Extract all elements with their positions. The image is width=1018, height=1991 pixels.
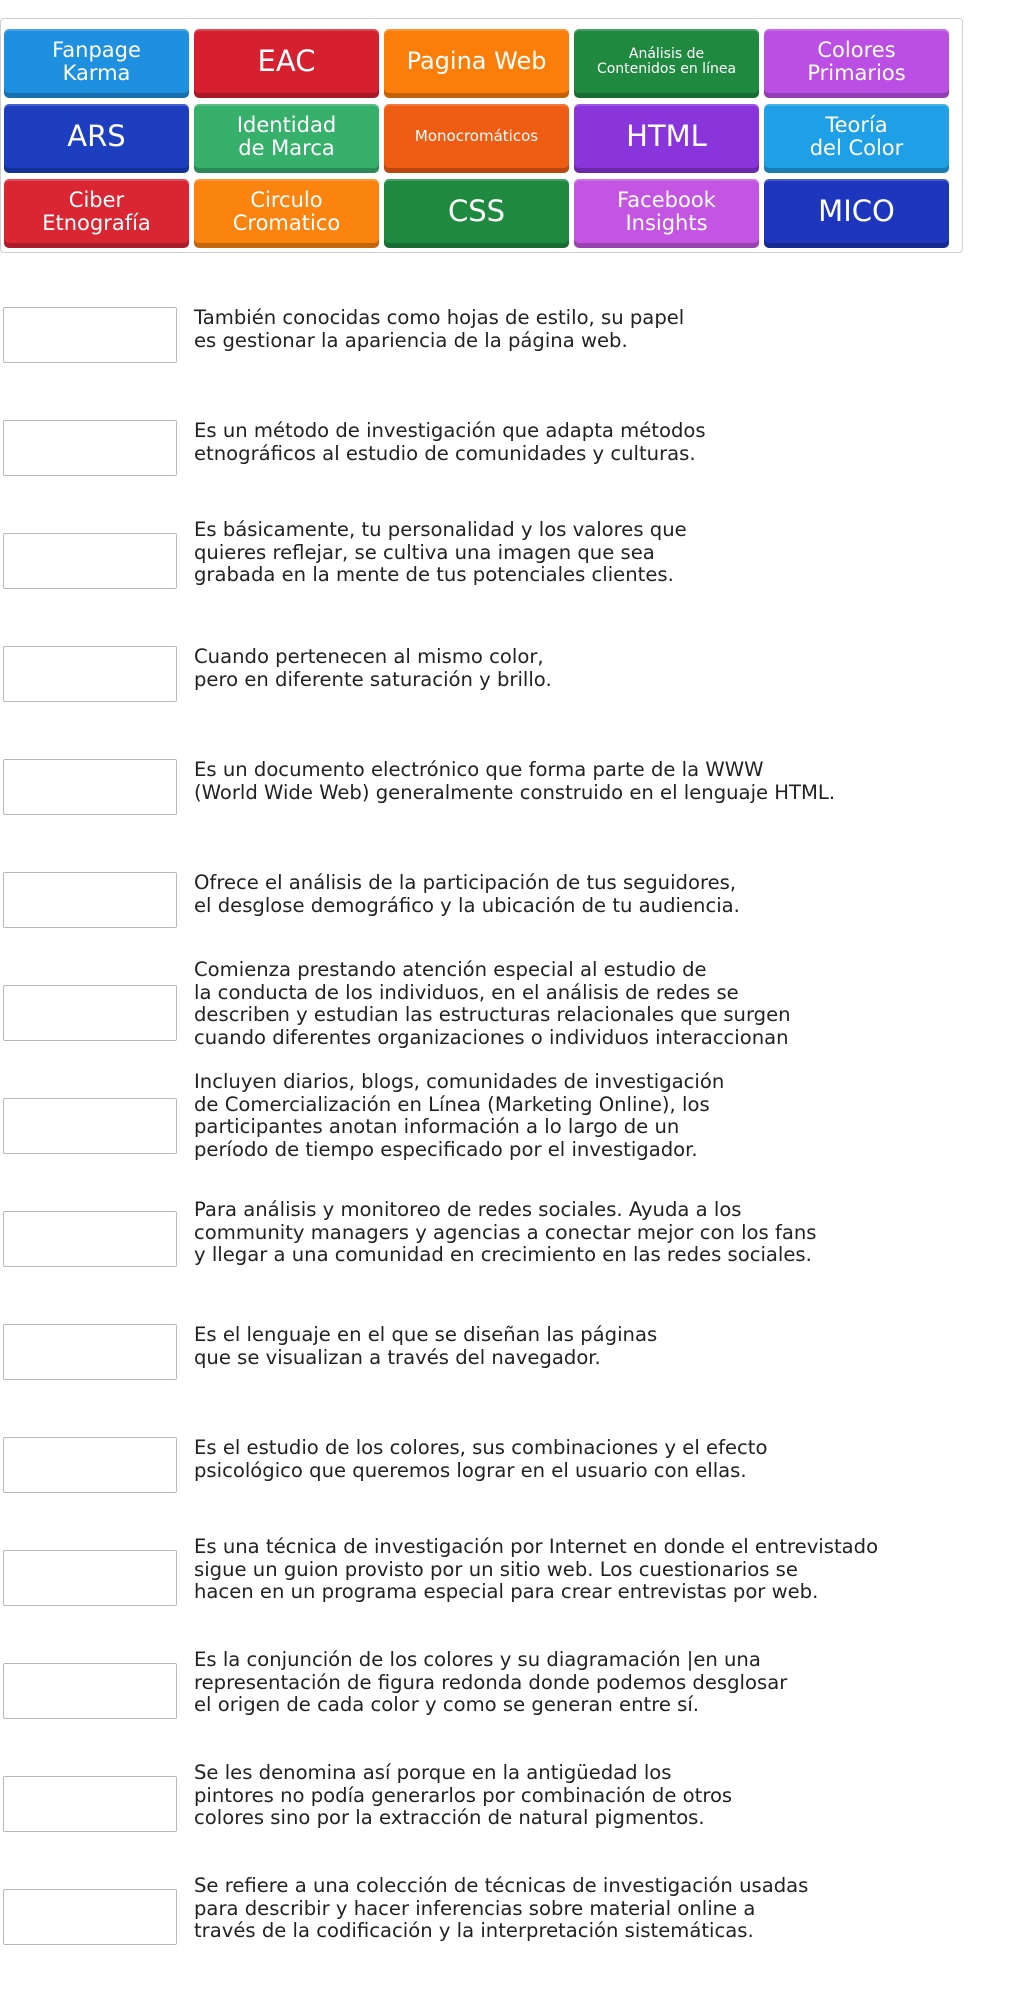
description-12: Es una técnica de investigación por Internet en donde el entrevistado sigue un guion provisto por un sitio web. Los cuestionarios se hacen en un programa especial para crear entrevistas por web. — [194, 1535, 879, 1604]
tile-colores-primarios[interactable]: Colores Primarios — [764, 29, 949, 98]
tile-facebook-insights[interactable]: Facebook Insights — [574, 179, 759, 248]
tile-analisis-contenidos[interactable]: Análisis de Contenidos en línea — [574, 29, 759, 98]
tile-eac[interactable]: EAC — [194, 29, 379, 98]
description-8: Incluyen diarios, blogs, comunidades de investigación de Comercialización en Línea (Marketing Online), los participantes anotan información a lo largo de un período de tiempo especificado por el investigador. — [194, 1070, 725, 1161]
tile-identidad-marca[interactable]: Identidad de Marca — [194, 104, 379, 173]
answer-drop-box-8[interactable] — [3, 1098, 177, 1154]
description-7: Comienza prestando atención especial al estudio de la conducta de los individuos, en el análisis de redes se describen y estudian las estructuras relacionales que surgen cuando diferentes organizaciones o individuos interaccionan — [194, 958, 791, 1049]
answer-drop-box-12[interactable] — [3, 1550, 177, 1606]
tile-bank — [0, 18, 963, 253]
answer-drop-box-13[interactable] — [3, 1663, 177, 1719]
answer-drop-box-15[interactable] — [3, 1889, 177, 1945]
description-13: Es la conjunción de los colores y su diagramación |en una representación de figura redonda donde podemos desglosar el origen de cada color y como se generan entre sí. — [194, 1648, 788, 1717]
tile-monocromaticos[interactable]: Monocromáticos — [384, 104, 569, 173]
tile-ars[interactable]: ARS — [4, 104, 189, 173]
answer-drop-box-14[interactable] — [3, 1776, 177, 1832]
answer-drop-box-9[interactable] — [3, 1211, 177, 1267]
description-1: También conocidas como hojas de estilo, su papel es gestionar la apariencia de la página web. — [194, 306, 685, 352]
description-14: Se les denomina así porque en la antigüedad los pintores no podía generarlos por combinación de otros colores sino por la extracción de natural pigmentos. — [194, 1761, 733, 1830]
answer-drop-box-3[interactable] — [3, 533, 177, 589]
description-2: Es un método de investigación que adapta métodos etnográficos al estudio de comunidades y culturas. — [194, 419, 706, 465]
description-9: Para análisis y monitoreo de redes sociales. Ayuda a los community managers y agencias a conectar mejor con los fans y llegar a una comunidad en crecimiento en las redes sociales. — [194, 1198, 817, 1267]
answer-drop-box-10[interactable] — [3, 1324, 177, 1380]
description-3: Es básicamente, tu personalidad y los valores que quieres reflejar, se cultiva una imagen que sea grabada en la mente de tus potenciales clientes. — [194, 518, 687, 587]
answer-drop-box-2[interactable] — [3, 420, 177, 476]
description-15: Se refiere a una colección de técnicas de investigación usadas para describir y hacer inferencias sobre material online a través de la codificación y la interpretación sistemáticas. — [194, 1874, 809, 1943]
tile-teoria-color[interactable]: Teoría del Color — [764, 104, 949, 173]
answer-drop-box-5[interactable] — [3, 759, 177, 815]
description-6: Ofrece el análisis de la participación de tus seguidores, el desglose demográfico y la ubicación de tu audiencia. — [194, 871, 740, 917]
tile-circulo-cromatico[interactable]: Circulo Cromatico — [194, 179, 379, 248]
tile-mico[interactable]: MICO — [764, 179, 949, 248]
description-4: Cuando pertenecen al mismo color, pero en diferente saturación y brillo. — [194, 645, 552, 691]
tile-fanpage-karma[interactable]: Fanpage Karma — [4, 29, 189, 98]
answer-drop-box-6[interactable] — [3, 872, 177, 928]
description-5: Es un documento electrónico que forma parte de la WWW (World Wide Web) generalmente construido en el lenguaje HTML. — [194, 758, 836, 804]
answer-drop-box-1[interactable] — [3, 307, 177, 363]
description-11: Es el estudio de los colores, sus combinaciones y el efecto psicológico que queremos lograr en el usuario con ellas. — [194, 1436, 768, 1482]
tile-html[interactable]: HTML — [574, 104, 759, 173]
tile-ciber-etnografia[interactable]: Ciber Etnografía — [4, 179, 189, 248]
tile-css[interactable]: CSS — [384, 179, 569, 248]
answer-drop-box-4[interactable] — [3, 646, 177, 702]
answer-drop-box-11[interactable] — [3, 1437, 177, 1493]
tile-pagina-web[interactable]: Pagina Web — [384, 29, 569, 98]
answer-drop-box-7[interactable] — [3, 985, 177, 1041]
description-10: Es el lenguaje en el que se diseñan las páginas que se visualizan a través del navegador. — [194, 1323, 658, 1369]
